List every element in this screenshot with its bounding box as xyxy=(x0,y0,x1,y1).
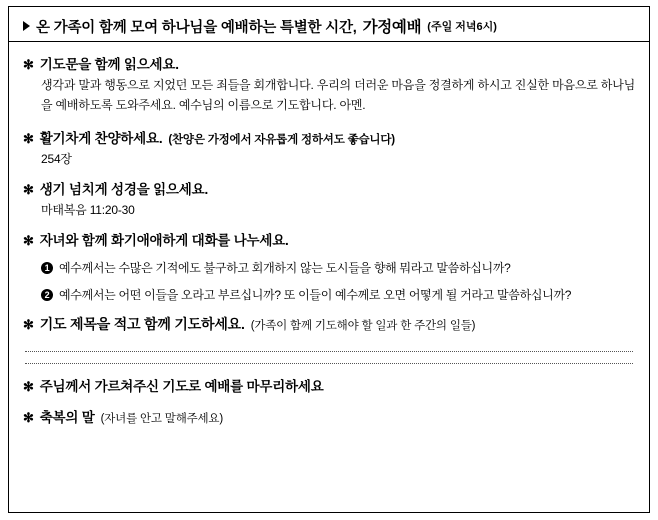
flower-bullet-icon: ✻ xyxy=(23,57,34,72)
page-title: 온 가족이 함께 모여 하나님을 예배하는 특별한 시간, xyxy=(36,19,357,36)
flower-bullet-icon: ✻ xyxy=(23,181,34,197)
section-heading-text: 생기 넘치게 성경을 읽으세요. xyxy=(39,181,208,197)
section-heading-text: 기도 제목을 적고 함께 기도하세요. xyxy=(39,315,245,332)
document-border xyxy=(8,6,650,513)
write-line-2 xyxy=(25,363,633,364)
number-badge-1: 1 xyxy=(41,262,53,274)
section-heading-text: 축복의 말 xyxy=(39,409,95,425)
section-body: 생각과 말과 행동으로 지었던 모든 죄들을 회개합니다. 우리의 더러운 마음을 정결하게 하시고 진실한 마음으로 하나님을 예배하도록 도와주세요. 예수님의 이름으로 기도합니다. 아멘. xyxy=(41,78,635,112)
section-bible-reading xyxy=(23,178,635,218)
flower-bullet-icon: ✻ xyxy=(23,130,34,146)
section-blessing xyxy=(23,406,635,426)
section-praise xyxy=(23,127,635,167)
list-item xyxy=(41,286,635,303)
triangle-right-icon xyxy=(23,21,30,31)
section-heading xyxy=(23,53,635,73)
section-body: 254장 xyxy=(41,151,72,166)
list-item xyxy=(41,259,635,276)
section-heading xyxy=(23,314,635,334)
section-prayer-topics xyxy=(23,314,635,364)
section-heading-text: 기도문을 함께 읽으세요. xyxy=(39,57,179,72)
document-content xyxy=(9,7,649,512)
section-heading-note: (가족이 함께 기도해야 할 일과 한 주간의 일들) xyxy=(250,319,476,332)
section-heading xyxy=(23,375,635,395)
flower-bullet-icon: ✻ xyxy=(23,316,34,332)
section-heading-note: (자녀를 안고 말해주세요) xyxy=(100,412,223,425)
section-family-talk xyxy=(23,229,635,303)
section-heading-text: 자녀와 함께 화기애애하게 대화를 나누세요. xyxy=(39,232,289,248)
section-heading-note: (찬양은 가정에서 자유롭게 정하셔도 좋습니다) xyxy=(168,133,395,146)
section-lords-prayer xyxy=(23,375,635,395)
section-body: 마태복음 11:20-30 xyxy=(41,202,135,217)
question-text: 예수께서는 어떤 이들을 오라고 부르십니까? 또 이들이 예수께로 오면 어떻게 될 거라고 말씀하십니까? xyxy=(59,287,572,302)
question-text: 예수께서는 수많은 기적에도 불구하고 회개하지 않는 도시들을 향해 뭐라고 말씀하십니까? xyxy=(59,260,511,275)
flower-bullet-icon: ✻ xyxy=(23,378,34,394)
flower-bullet-icon: ✻ xyxy=(23,232,34,248)
flower-bullet-icon: ✻ xyxy=(23,409,34,425)
section-heading-text: 주님께서 가르쳐주신 기도로 예배를 마무리하세요 xyxy=(39,378,324,394)
section-heading xyxy=(23,178,635,198)
page-title-note: (주일 저녁6시) xyxy=(427,21,497,33)
page-title-emphasis: 가정예배 xyxy=(362,19,422,36)
document-title-bar xyxy=(9,7,649,42)
write-line-1 xyxy=(25,351,633,352)
number-badge-2: 2 xyxy=(41,289,53,301)
section-prayer-reading xyxy=(23,53,635,116)
section-heading xyxy=(23,229,635,249)
section-heading xyxy=(23,127,635,147)
section-heading-text: 활기차게 찬양하세요. xyxy=(39,130,163,146)
section-heading xyxy=(23,406,635,426)
